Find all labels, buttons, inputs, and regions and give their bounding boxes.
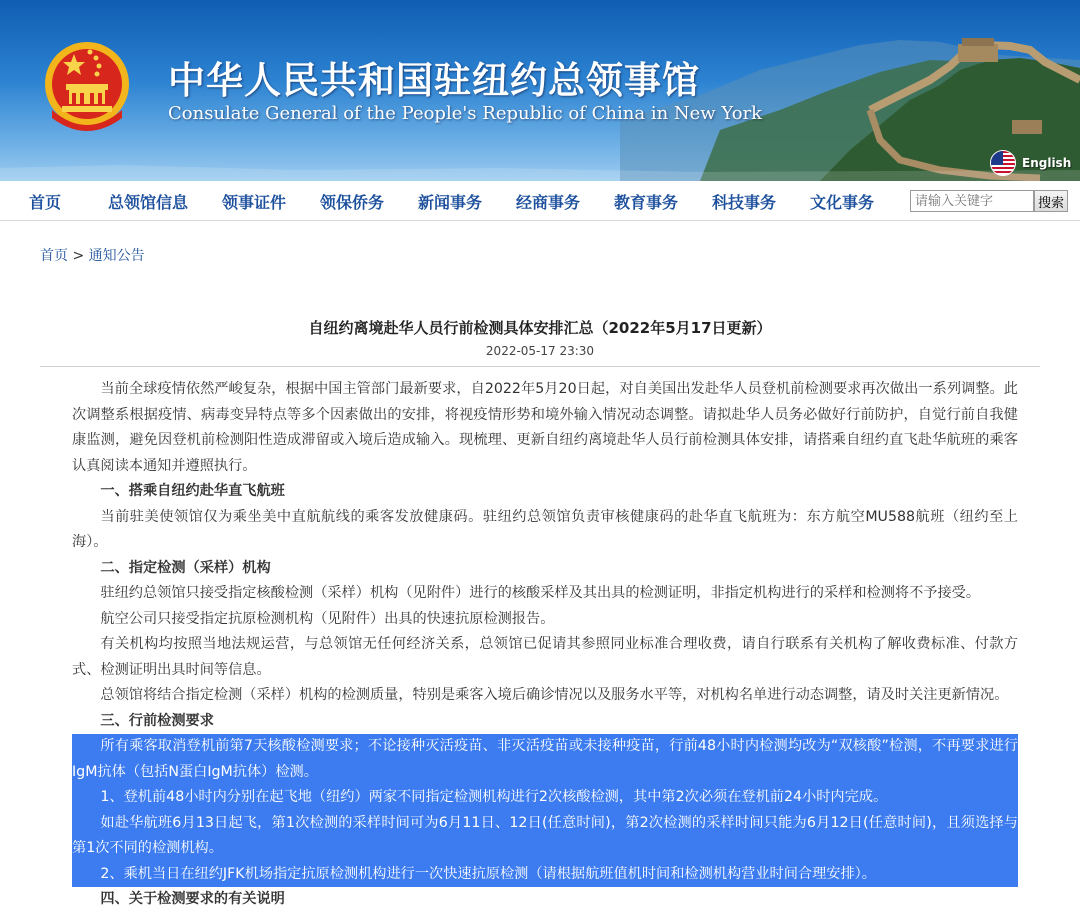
article-paragraph: 当前驻美使领馆仅为乘坐美中直航航线的乘客发放健康码。驻纽约总领馆负责审核健康码的赴华直飞航班为：东方航空MU588航班（纽约至上海）。 [72, 508, 1018, 550]
nav-item-home[interactable]: 首页 [29, 193, 62, 212]
site-banner [0, 0, 1080, 181]
nav-item-education[interactable]: 教育事务 [614, 193, 679, 212]
section-heading: 一、搭乘自纽约赴华直飞航班 [100, 483, 285, 499]
article-date: 2022-05-17 23:30 [485, 344, 595, 358]
nav-item-consulate-info[interactable]: 总领馆信息 [108, 193, 189, 212]
section-heading: 四、关于检测要求的有关说明 [100, 891, 285, 907]
section-heading: 二、指定检测（采样）机构 [100, 559, 271, 576]
selected-paragraph: 1、登机前48小时内分别在起飞地（纽约）两家不同指定检测机构进行2次核酸检测，其中第2次必须在登机前24小时内完成。 [72, 785, 1018, 811]
main-nav [0, 181, 1080, 221]
nav-item-consular-protection[interactable]: 领保侨务 [320, 193, 385, 212]
article-paragraph: 总领馆将结合指定检测（采样）机构的检测质量，特别是乘客入境后确诊情况以及服务水平等，对机构名单进行动态调整，请及时关注更新情况。 [100, 687, 1009, 703]
breadcrumb-home-link[interactable]: 首页 [40, 248, 68, 264]
article-paragraph: 有关机构均按照当地法规运营，与总领馆无任何经济关系，总领馆已促请其参照同业标准合理收费，请自行联系有关机构了解收费标准、付款方式、检测证明出具时间等信息。 [72, 636, 1018, 678]
article-paragraph: 航空公司只接受指定抗原检测机构（见附件）出具的快速抗原检测报告。 [100, 610, 555, 627]
breadcrumb-separator: > [68, 248, 89, 264]
nav-item-culture[interactable]: 文化事务 [810, 193, 875, 212]
article-paragraph: 驻纽约总领馆只接受指定核酸检测（采样）机构（见附件）进行的核酸采样及其出具的检测证明，非指定机构进行的采样和检测将不予接受。 [100, 585, 981, 601]
nav-item-news[interactable]: 新闻事务 [418, 193, 483, 212]
selected-paragraph: 如赴华航班6月13日起飞，第1次检测的采样时间可为6月11日、12日(任意时间)，第2次检测的采样时间只能为6月12日(任意时间)，且须选择与第1次不同的检测机构。 [72, 811, 1018, 862]
english-language-link[interactable] [990, 150, 1071, 176]
article-paragraph: 当前全球疫情依然严峻复杂，根据中国主管部门最新要求，自2022年5月20日起，对自美国出发赴华人员登机前检测要求再次做出一系列调整。此次调整系根据疫情、病毒变异特点等多个因素做出的安排，将视疫情形势和境外输入情况动态调整。请拟赴华人员务必做好行前防护，自觉行前自我健康监测，避免因登机前检测阳性造成滞留或入境后造成输入。现梳理、更新自纽约离境赴华人员行前检测具体安排，请搭乘自纽约直飞赴华航班的乘客认真阅读本通知并遵照执行。 [72, 381, 1018, 474]
english-link-label: English [1022, 156, 1072, 170]
section-heading: 三、行前检测要求 [100, 712, 214, 729]
search-input[interactable] [910, 190, 1034, 212]
us-flag-icon [990, 150, 1016, 176]
article-title: 自纽约离境赴华人员行前检测具体安排汇总（2022年5月17日更新） [308, 319, 772, 337]
breadcrumb-current-link[interactable]: 通知公告 [88, 248, 145, 264]
selected-paragraph: 2、乘机当日在纽约JFK机场指定抗原检测机构进行一次快速抗原检测（请根据航班值机时间和检测机构营业时间合理安排）。 [72, 862, 1018, 888]
selected-paragraph: 所有乘客取消登机前第7天核酸检测要求；不论接种灭活疫苗、非灭活疫苗或未接种疫苗，行前48小时内检测均改为“双核酸”检测，不再要求进行IgM抗体（包括N蛋白IgM抗体）检测。 [72, 734, 1018, 785]
nav-item-consular-documents[interactable]: 领事证件 [222, 193, 287, 212]
title-divider [40, 366, 1040, 367]
search-button[interactable]: 搜索 [1034, 190, 1068, 212]
national-emblem-icon[interactable] [42, 40, 132, 136]
nav-item-economic-commercial[interactable]: 经商事务 [516, 193, 581, 212]
nav-item-science-tech[interactable]: 科技事务 [712, 193, 777, 212]
breadcrumb [40, 245, 145, 265]
site-title-en: Consulate General of the People's Republic of China in New York [168, 103, 763, 124]
article-body [72, 377, 1018, 913]
site-title-cn: 中华人民共和国驻纽约总领事馆 [168, 59, 700, 102]
